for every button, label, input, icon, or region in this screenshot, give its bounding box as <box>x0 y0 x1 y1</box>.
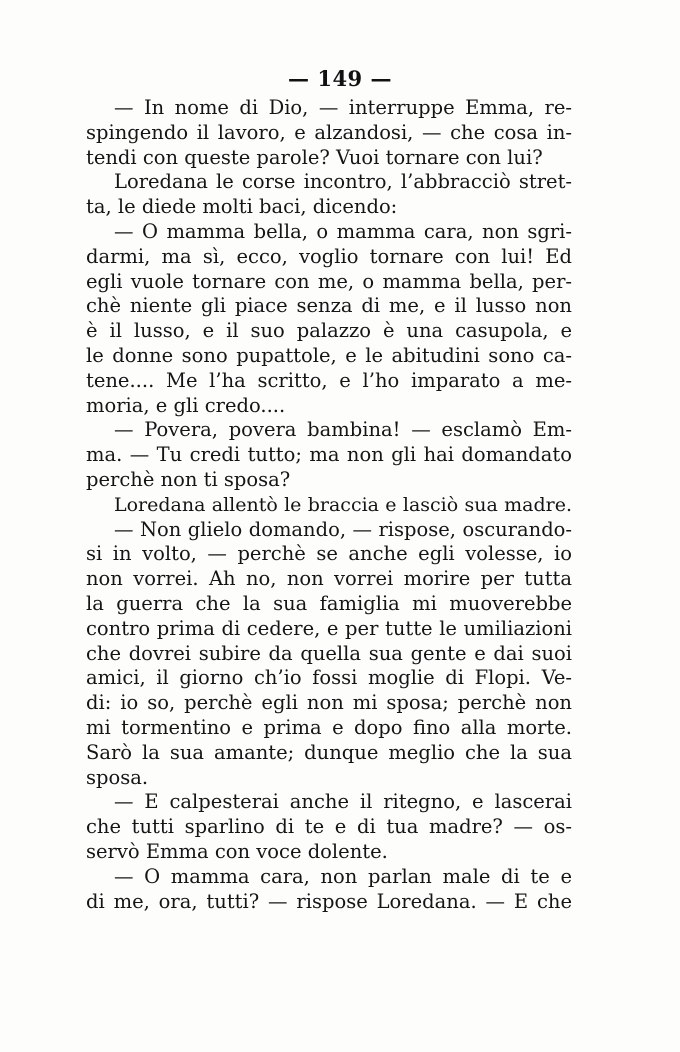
text-line: di me, ora, tutti? — rispose Loredana. — E che <box>86 889 572 913</box>
text-line: servò Emma con voce dolente. <box>86 839 388 863</box>
text-line: sposa. <box>86 765 149 789</box>
text-line: amici, il giorno ch’io fossi moglie di Flopi. Ve- <box>86 666 572 690</box>
text-line: darmi, ma sì, ecco, voglio tornare con lui! Ed <box>86 244 572 268</box>
text-line: — Non glielo domando, — rispose, oscurando- <box>114 517 572 541</box>
text-line: moria, e gli credo.... <box>86 393 286 417</box>
text-line: — E calpesterai anche il ritegno, e lascerai <box>114 790 572 814</box>
text-line: chè niente gli piace senza di me, e il lusso non <box>86 294 572 318</box>
page-number: — 149 — <box>288 66 392 91</box>
text-line: mi tormentino e prima e dopo fino alla morte. <box>86 715 572 739</box>
text-line: tendi con queste parole? Vuoi tornare con lui? <box>86 145 543 169</box>
text-line: è il lusso, e il suo palazzo è una casupola, e <box>86 319 572 343</box>
page-body-text <box>86 96 572 914</box>
text-line: Loredana allentò le braccia e lasciò sua madre. <box>114 493 572 516</box>
text-line: le donne sono pupattole, e le abitudini sono ca- <box>86 343 572 367</box>
text-line: egli vuole tornare con me, o mamma bella, per- <box>86 269 572 293</box>
text-line: ma. — Tu credi tutto; ma non gli hai domandato <box>86 443 572 467</box>
text-line: di: io so, perchè egli non mi sposa; perchè non <box>86 691 572 715</box>
text-line: non vorrei. Ah no, non vorrei morire per tutta <box>86 567 572 591</box>
text-line: Loredana le corse incontro, l’abbracciò stret- <box>114 170 572 194</box>
text-line: contro prima di cedere, e per tutte le umiliazioni <box>86 616 572 640</box>
text-line: — Povera, povera bambina! — esclamò Em- <box>114 418 572 442</box>
text-line: che dovrei subire da quella sua gente e dai suoi <box>86 641 572 665</box>
text-line: Sarò la sua amante; dunque meglio che la sua <box>86 740 572 764</box>
text-line: che tutti sparlino di te e di tua madre? — os- <box>86 815 572 839</box>
text-line: tene.... Me l’ha scritto, e l’ho imparato a me- <box>86 368 572 392</box>
text-line: — In nome di Dio, — interruppe Emma, re- <box>114 96 572 119</box>
text-line: ta, le diede molti baci, dicendo: <box>86 195 398 219</box>
text-line: — O mamma bella, o mamma cara, non sgri- <box>114 219 572 243</box>
text-line: perchè non ti sposa? <box>86 467 291 491</box>
text-line: spingendo il lavoro, e alzandosi, — che cosa in- <box>86 120 572 144</box>
text-line: la guerra che la sua famiglia mi muoverebbe <box>86 591 572 615</box>
text-line: si in volto, — perchè se anche egli volesse, io <box>86 542 572 566</box>
text-line: — O mamma cara, non parlan male di te e <box>114 864 572 888</box>
